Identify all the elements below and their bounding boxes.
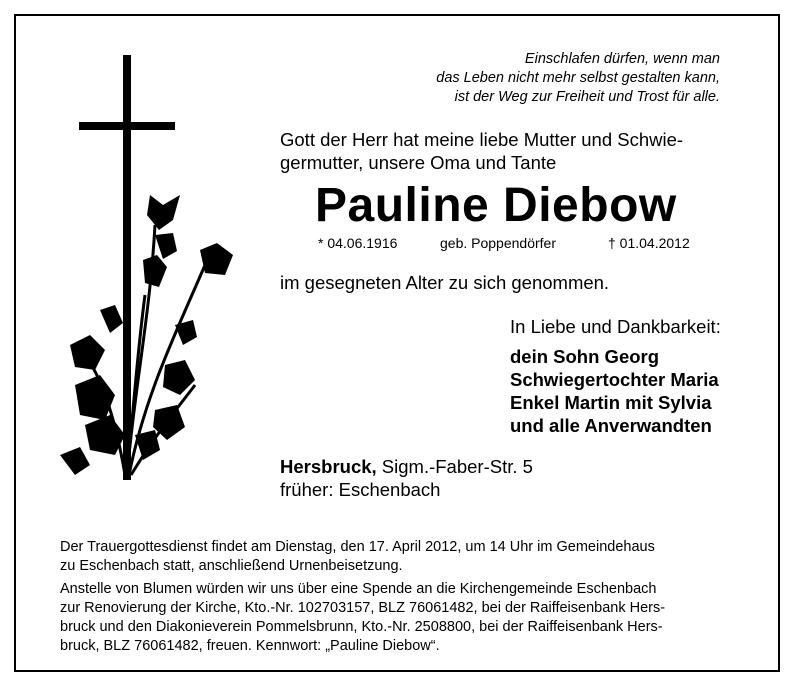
motto-line: Einschlafen dürfen, wenn man [524, 51, 720, 67]
service-line: Der Trauergottesdienst findet am Dienstag, den 17. April 2012, um 14 Uhr im Gemeindehaus [60, 539, 655, 555]
address-street: Sigm.-Faber-Str. 5 [381, 456, 533, 477]
cross-icon [123, 55, 131, 480]
donation-line: bruck, BLZ 76061482, freuen. Kennwort: „Pauline Diebow“. [60, 638, 440, 654]
motto-line: ist der Weg zur Freiheit und Trost für alle. [454, 89, 720, 105]
family-member: dein Sohn Georg [510, 346, 660, 367]
family-member: und alle Anverwandten [510, 415, 712, 436]
service-line: zu Eschenbach statt, anschließend Urnenbeisetzung. [60, 558, 403, 574]
closing-text: im gesegneten Alter zu sich genommen. [280, 272, 610, 293]
intro-line: germutter, unsere Oma und Tante [280, 152, 557, 173]
donation-notice [60, 580, 750, 656]
family-member: Enkel Martin mit Sylvia [510, 392, 712, 413]
address-block [280, 455, 533, 501]
motto-quote [390, 50, 720, 107]
family-list [510, 345, 719, 437]
family-member: Schwiegertochter Maria [510, 369, 719, 390]
thanks-heading: In Liebe und Dankbarkeit: [510, 316, 721, 337]
service-notice [60, 538, 750, 576]
flower-heads-icon [143, 195, 233, 287]
death-date: † 01.04.2012 [608, 235, 690, 251]
intro-text [280, 128, 760, 174]
intro-line: Gott der Herr hat meine liebe Mutter und Schwie- [280, 129, 684, 150]
address-city: Hersbruck, [280, 456, 377, 477]
address-line [280, 455, 533, 478]
former-residence: früher: Eschenbach [280, 479, 441, 500]
maiden-name: geb. Poppendörfer [440, 235, 556, 251]
birth-date: * 04.06.1916 [318, 235, 398, 251]
deceased-name: Pauline Diebow [315, 179, 677, 232]
donation-line: zur Renovierung der Kirche, Kto.-Nr. 102703157, BLZ 76061482, bei der Raiffeisenbank Hers- [60, 600, 666, 616]
motto-line: das Leben nicht mehr selbst gestalten kann, [436, 70, 720, 86]
notices-block [60, 538, 750, 660]
cross-and-flowers-illustration [55, 55, 255, 485]
donation-line: Anstelle von Blumen würden wir uns über eine Spende an die Kirchengemeinde Eschenbach [60, 581, 657, 597]
donation-line: bruck und den Diakonieverein Pommelsbrunn, Kto.-Nr. 2508800, bei der Raiffeisenbank Hers- [60, 619, 663, 635]
